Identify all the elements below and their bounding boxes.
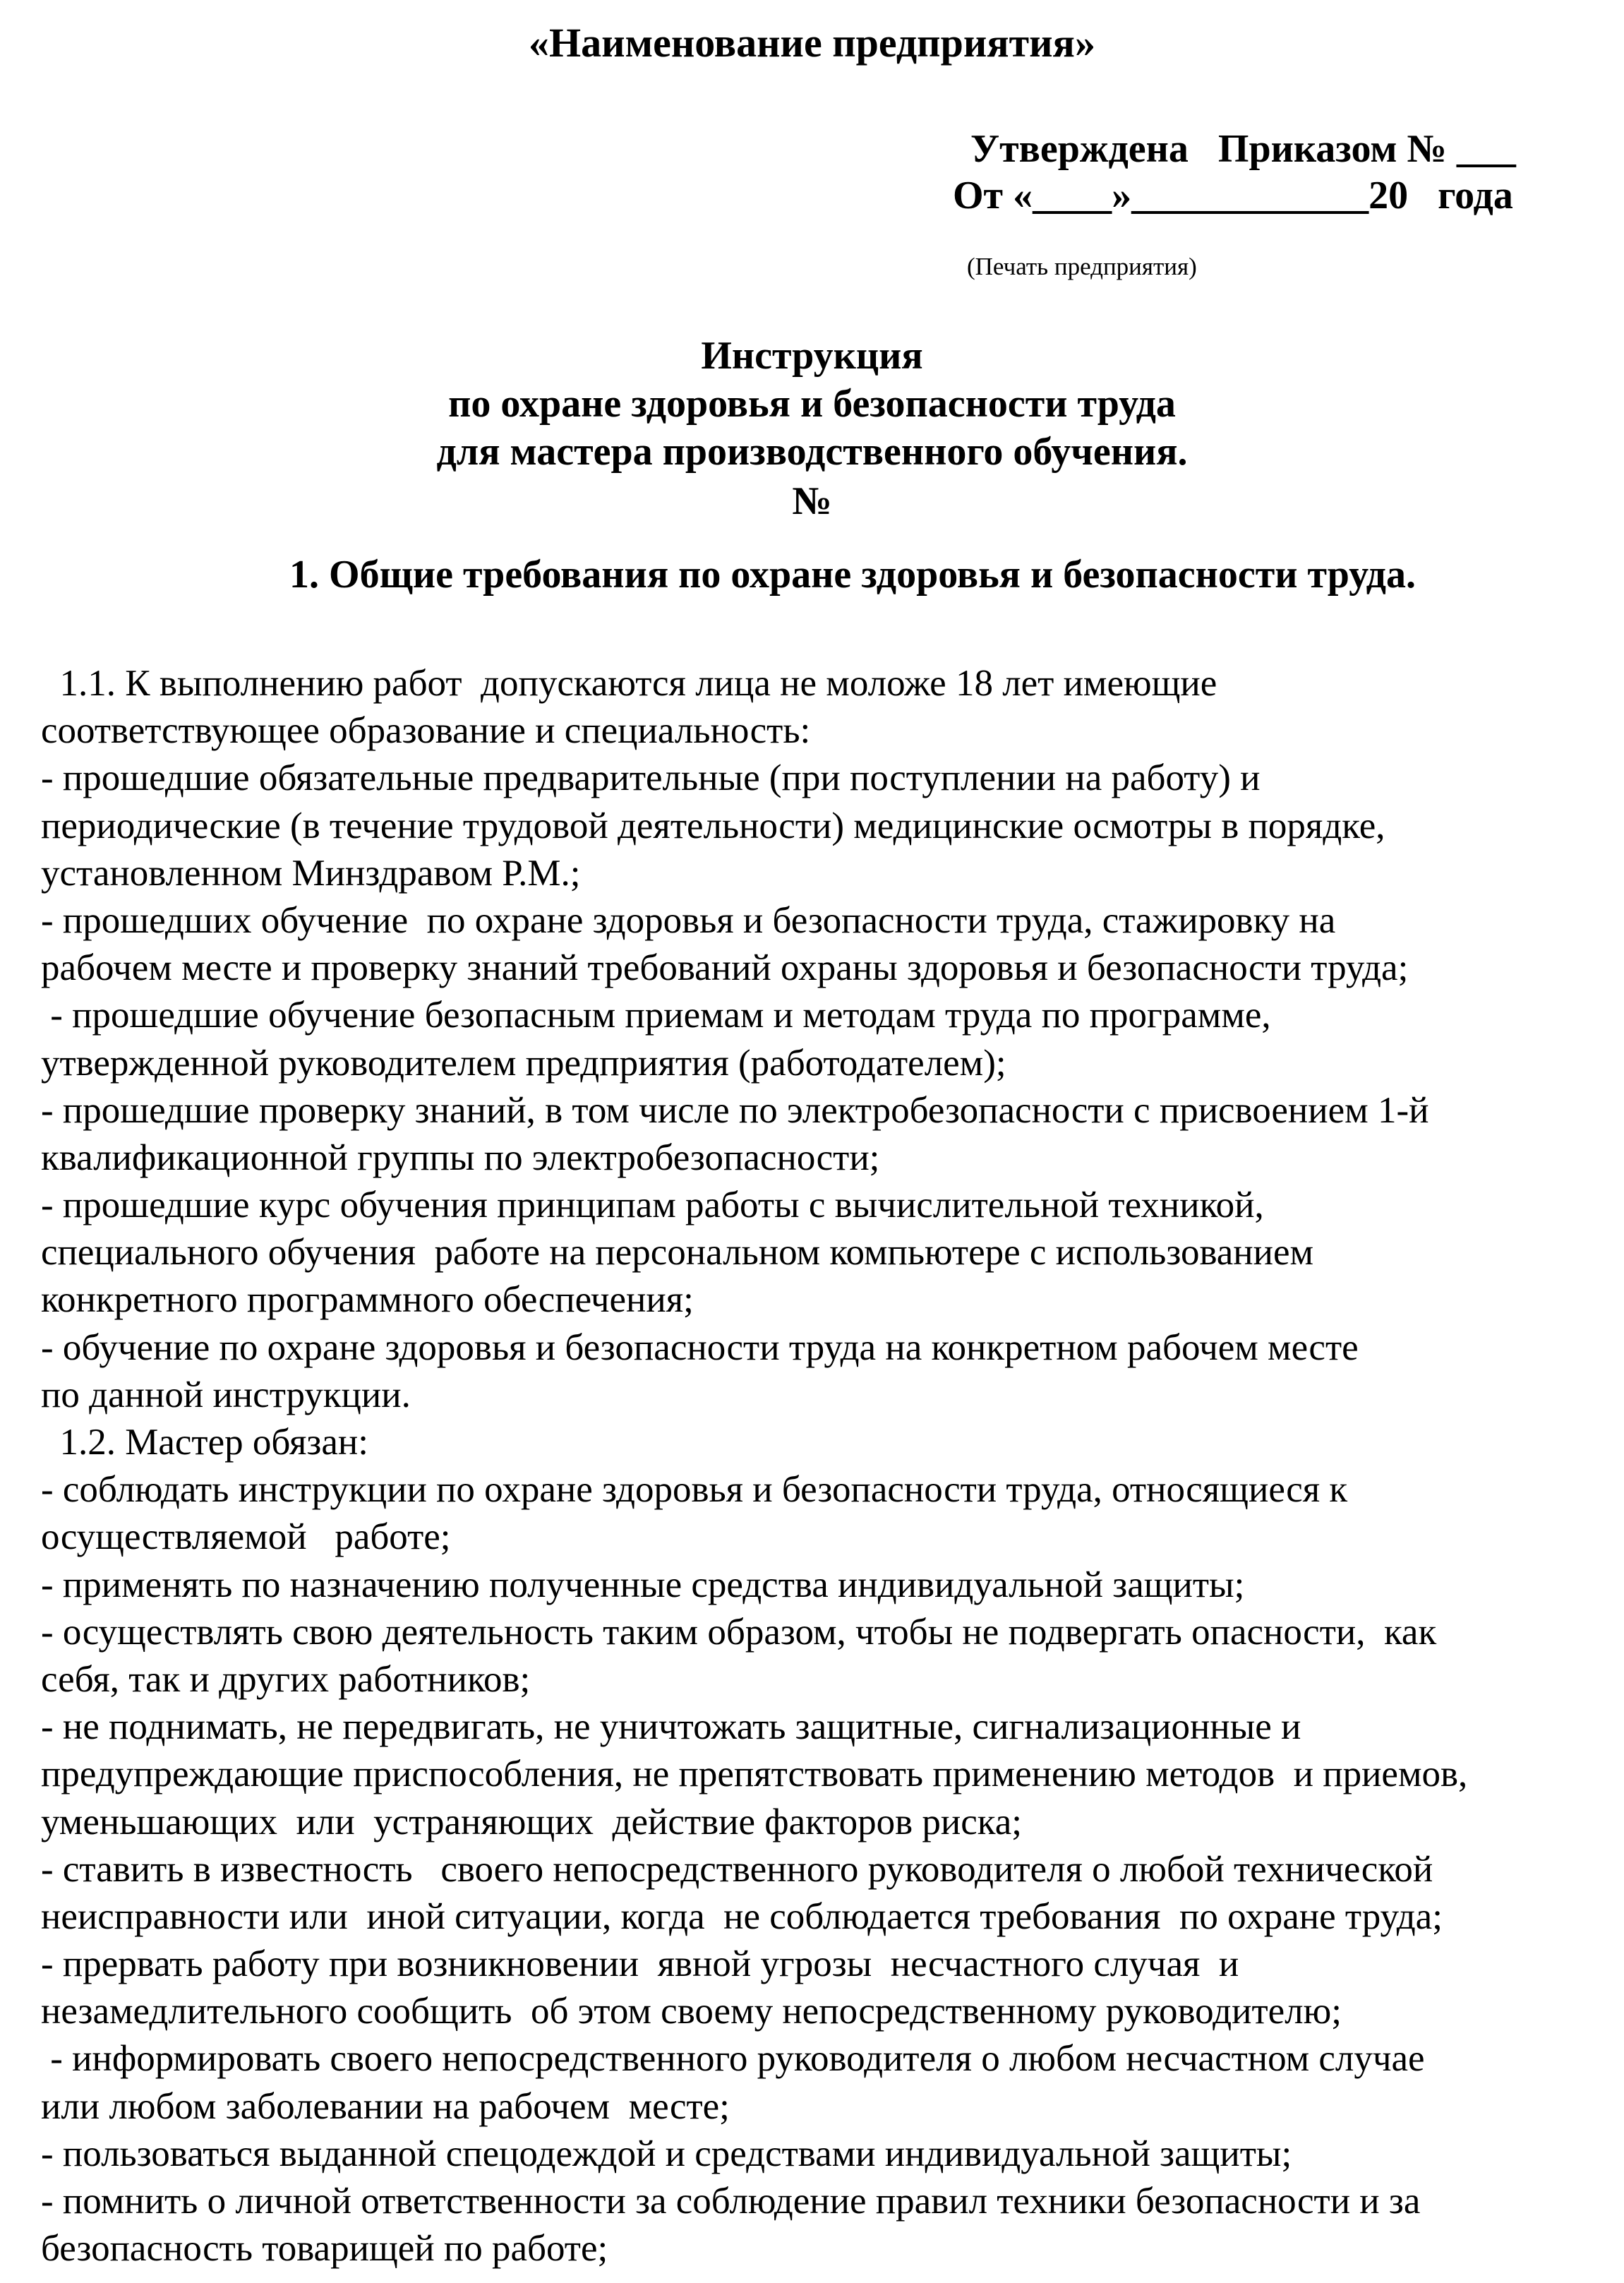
seal-note: (Печать предприятия) xyxy=(967,253,1197,280)
document-title xyxy=(0,332,1624,525)
body-line: - пользоваться выданной спецодеждой и средствами индивидуальной защиты; xyxy=(41,2133,1292,2174)
body-line: специального обучения работе на персональном компьютере с использованием xyxy=(41,1232,1314,1274)
body-line: - прошедшие проверку знаний, в том числе по электробезопасности с присвоением 1-й xyxy=(41,1089,1429,1131)
body-line: установленном Минздравом Р.М.; xyxy=(41,852,581,894)
body-line: периодические (в течение трудовой деятельности) медицинские осмотры в порядке, xyxy=(41,805,1385,846)
body-line: соответствующее образование и специальность: xyxy=(41,710,811,752)
title-line-2: по охране здоровья и безопасности труда xyxy=(448,382,1176,426)
organization-name: «Наименование предприятия» xyxy=(529,20,1095,66)
body-line: - прошедшие обязательные предварительные (при поступлении на работу) и xyxy=(41,757,1261,799)
body-line: - соблюдать инструкции по охране здоровья и безопасности труда, относящиеся к xyxy=(41,1469,1348,1511)
body-line: - осуществлять свою деятельность таким образом, чтобы не подвергать опасности, как xyxy=(41,1611,1437,1653)
body-line: или любом заболевании на рабочем месте; xyxy=(41,2085,730,2127)
body-line: - ставить в известность своего непосредственного руководителя о любой технической xyxy=(41,1848,1433,1890)
approval-date-line: От «____»____________20 года xyxy=(953,174,1513,217)
body-line: - обучение по охране здоровья и безопасности труда на конкретном рабочем месте xyxy=(41,1326,1359,1368)
body-line: - информировать своего непосредственного руководителя о любом несчастном случае xyxy=(41,2038,1425,2080)
body-line: - прошедших обучение по охране здоровья и безопасности труда, стажировку на xyxy=(41,899,1336,941)
body-line: предупреждающие приспособления, не препятствовать применению методов и приемов, xyxy=(41,1754,1468,1795)
body-line: себя, так и других работников; xyxy=(41,1658,531,1700)
body-line: рабочем месте и проверку знаний требований охраны здоровья и безопасности труда; xyxy=(41,947,1409,989)
body-line: - не поднимать, не передвигать, не уничтожать защитные, сигнализационные и xyxy=(41,1706,1301,1748)
body-line: квалификационной группы по электробезопасности; xyxy=(41,1137,880,1178)
body-line: утвержденной руководителем предприятия (работодателем); xyxy=(41,1042,1006,1084)
title-line-1: Инструкция xyxy=(701,334,923,378)
body-line: 1.2. Мастер обязан: xyxy=(41,1422,368,1463)
title-line-3: для мастера производственного обучения. xyxy=(436,430,1188,474)
body-line: по данной инструкции. xyxy=(41,1374,411,1415)
body-line: - прошедшие курс обучения принципам работы с вычислительной техникой, xyxy=(41,1185,1264,1226)
document-number: № xyxy=(792,479,832,523)
section-body xyxy=(41,660,1608,2272)
approval-order-line: Утверждена Приказом № ___ xyxy=(970,127,1516,171)
body-line: 1.1. К выполнению работ допускаются лица не моложе 18 лет имеющие xyxy=(41,663,1217,704)
body-line: незамедлительного сообщить об этом своему непосредственному руководителю; xyxy=(41,1991,1342,2032)
body-line: - помнить о личной ответственности за соблюдение правил техники безопасности и за xyxy=(41,2181,1421,2222)
body-line: - прервать работу при возникновении явной угрозы несчастного случая и xyxy=(41,1943,1239,1985)
body-line: неисправности или иной ситуации, когда не соблюдается требования по охране труда; xyxy=(41,1895,1443,1937)
body-line: - прошедшие обучение безопасным приемам и методам труда по программе, xyxy=(41,995,1271,1036)
body-line: осуществляемой работе; xyxy=(41,1516,451,1558)
body-line: конкретного программного обеспечения; xyxy=(41,1279,694,1321)
body-line: - применять по назначению полученные средства индивидуальной защиты; xyxy=(41,1564,1245,1605)
body-line: уменьшающих или устраняющих действие факторов риска; xyxy=(41,1801,1022,1842)
section-heading: 1. Общие требования по охране здоровья и безопасности труда. xyxy=(289,553,1416,597)
body-line: безопасность товарищей по работе; xyxy=(41,2228,608,2270)
